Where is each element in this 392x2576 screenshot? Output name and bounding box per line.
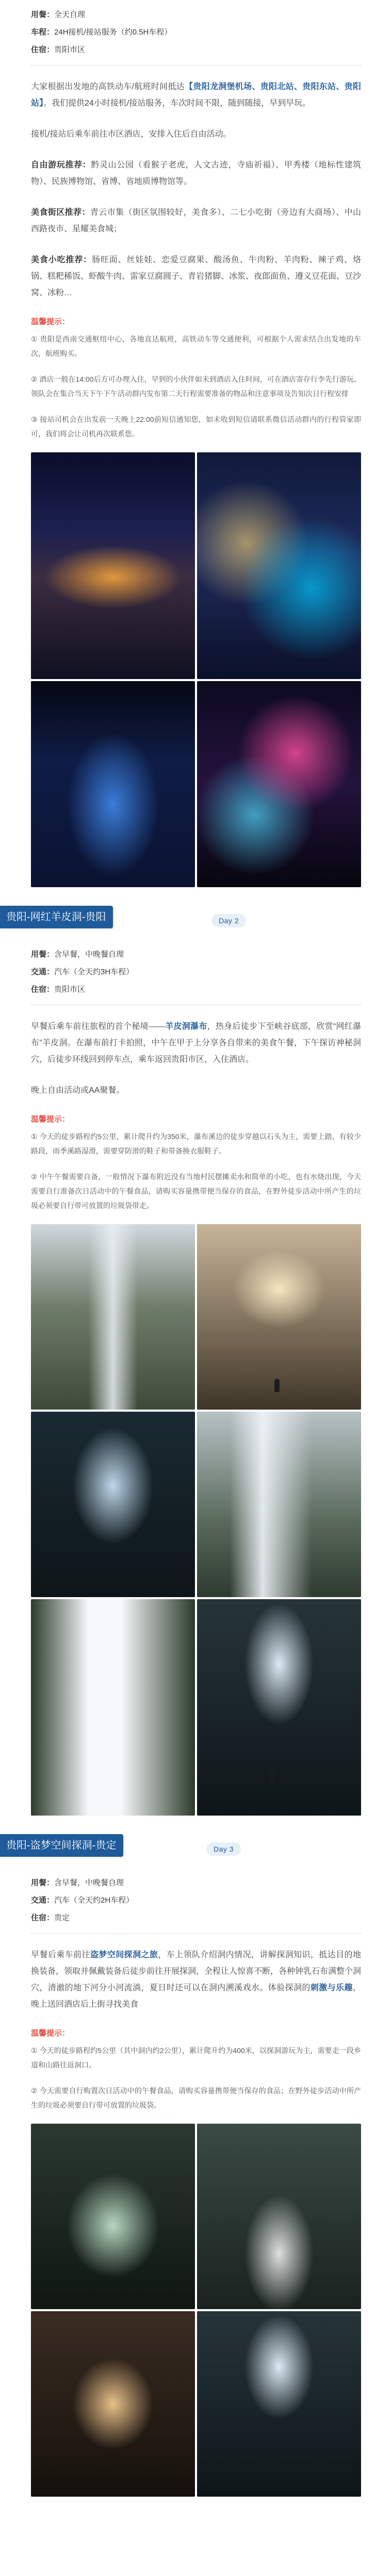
city-night-photo [197,452,361,679]
waterfall-photo [31,1412,195,1597]
intro-text: 。我们提供24小时接机/接站服务，车次时间不限，随到随接，早到早玩。 [43,99,311,108]
day2-title-bar: 贵阳-网红羊皮洞-贵阳 [0,906,113,928]
day1-food-recommend [31,252,361,301]
meta-key: 住宿： [31,985,55,994]
meta-key: 住宿： [31,1913,55,1922]
meta-key: 用餐： [31,10,55,19]
day3-meals-line [31,1874,351,1892]
intro-highlight: 【贵阳龙洞堡机场、贵阳北站、贵阳东站、贵阳站】 [31,82,361,108]
day2-tips-title: 温馨提示： [31,1115,70,1124]
waterfall-photo [197,1412,361,1597]
day2-header [0,903,392,936]
recommend-value: 青云市集（街区氛围较好，美食多）、二七小吃街（旁边有大商场）、中山西路夜市、星耀美食城； [31,208,361,233]
person-figure [269,1769,274,1783]
day1-transport-line [31,24,351,41]
day3-stay-line [31,1909,351,1927]
day3-title-bar: 贵阳-盗梦空间探洞-贵定 [0,1834,123,1857]
day1-intro [31,79,361,112]
meta-value: 贵阳市区 [54,985,86,994]
day3-meta [31,1874,351,1927]
intro-text: ，晚上送回酒店后上街寻找美食 [31,1984,361,2009]
waterfall-photo [31,1224,195,1410]
day3-intro [31,1947,361,2013]
day1-photo-grid [31,452,361,887]
meta-key: 车程： [31,28,55,37]
intro-highlight: 刺激与乐趣 [310,1984,353,1992]
day2-photo-grid [31,1224,361,1816]
meta-key: 住宿： [31,45,55,54]
day1-section [0,0,392,887]
meta-value: 含早餐，中晚餐自理 [54,1878,124,1887]
day2-badge: Day 2 [211,914,246,927]
waterfall-photo [197,1599,361,1816]
day2-tip: ① 今天的徒步路程约5公里，累计爬升约为350米，瀑布溪边的徒步穿越以石头为主，需要上踏，有较少路段，雨季溪路湿滑，需要穿防滑的鞋子和带备换衣服鞋子。 [31,1132,361,1155]
meta-key: 用餐： [31,1878,55,1887]
recommend-value: 黔灵山公园（看猴子老虎，人文古迹，寺庙祈福）、甲秀楼（地标性建筑物）、民族博物馆、省博、省地质博物馆等。 [31,161,361,186]
meta-value: 汽车（全天约2H车程） [54,1896,134,1905]
day3-transport-line [31,1892,351,1909]
meta-key: 交通： [31,968,55,976]
city-night-photo [31,681,195,887]
day3-header [0,1831,392,1864]
divider [31,1933,361,1934]
day1-stay-line [31,41,351,59]
waterfall-photo [31,1599,195,1816]
meta-value: 24H接机/接站服务（约0.5H车程） [54,28,172,37]
day3-tip: ① 今天的徒步路程约5公里（其中洞内约2公里），累计爬升约为400米，以探洞游玩为主，需要走一段乡道和山路往返洞口。 [31,2046,361,2069]
cave-photo [31,2124,195,2309]
intro-text: 早餐后乘车前往旅程的首个秘境—— [31,1022,165,1031]
day2-evening: 晚上自由活动或AA聚餐。 [31,1086,125,1095]
day1-tip: ② 酒店一般在14:00后方可办理入住，早到的小伙伴如未到酒店入住时间，可在酒店寄存行李先行游玩。领队会在集合当天下午下午活动群内发布第二天行程需要准备的物品和注意事项及告知次日行程安排 [31,375,361,398]
day1-tip: ① 贵阳是西南交通枢纽中心，各地直达航班，高铁动车等交通便利，可根据个人需求结合出发地的车次，航班购买。 [31,335,361,358]
day1-tips-title: 温馨提示： [31,317,70,326]
day1-tip: ③ 接站司机会在出发前一天晚上22:00前短信通知您，如未收到短信请联系微信活动群内的行程管家即可，我们将会让司机再次联系您。 [31,415,361,438]
recommend-key: 美食街区推荐： [31,208,90,217]
recommend-key: 自由游玩推荐： [31,161,91,170]
intro-highlight: 羊皮洞瀑布 [165,1022,207,1031]
person-figure [274,1379,280,1392]
city-night-photo [197,681,361,887]
intro-text: 大家根据出发地的高铁动车/航班时间抵达 [31,82,185,91]
city-night-photo [31,452,195,679]
meta-value: 贵阳市区 [54,45,86,54]
day3-tip: ② 今天需要自行购置次日活动中的午餐食品，请购买容量携带便当保存的食品；在野外徒步活动中所产生的垃圾必须要自行带可放置的垃圾袋。 [31,2087,361,2109]
day3-section [0,1831,392,2522]
day2-section [0,903,392,1816]
day2-meals-line [31,946,351,963]
day2-meta [31,946,351,998]
recommend-value: 肠旺面、丝娃娃、恋爱豆腐果、酸汤鱼、牛肉粉、羊肉粉、辣子鸡、烙锅、糕粑稀饭、虾酸牛肉、雷家豆腐圆子、青岩猪脚、冰浆、夜郎面鱼、遵义豆花面、豆沙窝、冰粉… [31,256,362,297]
cave-photo [31,2311,195,2497]
intro-text: ，热身后徒步下至峡谷底部，欣赏“网红瀑布”羊皮洞。在瀑布前打卡拍照，中午在甲于上分享各自带来的美食午餐，下午探访神秘洞穴，后徒步环线回到停车点，乘车返回贵阳市区，入住酒店。 [31,1022,361,1064]
day3-tips-title: 温馨提示： [31,2029,70,2038]
day2-stay-line [31,981,351,998]
day1-meta [31,6,351,59]
cave-photo [197,2124,361,2309]
meta-value: 汽车（全天约3H车程） [54,968,134,976]
waterfall-photo [197,1224,361,1410]
bottom-spacer [0,2502,392,2522]
cave-photo [197,2311,361,2497]
day1-food-area-recommend [31,205,361,238]
intro-text: ，车上领队介绍洞内情况，讲解探洞知识，抵达目的地换装备，领取并佩戴装备后徒步前往开展探洞，全程让人惊喜不断，各种钟乳石布满整个洞穴，清澈的地下河分小河流淌，夏日时还可以在洞内溯溪戏水。体验探洞的 [31,1951,362,1992]
meta-value: 含早餐，中晚餐自理 [54,950,124,959]
day1-transfer: 接机/接站后乘车前往市区酒店，安排入住后自由活动。 [31,130,232,139]
day2-tip: ② 中午午餐需要自备，一般情况下瀑布附近没有当地村民摆摊卖水和简单的小吃，也有水烧出现，今天需要自行准备次日活动中的午餐食品，请购买容量携带便当保存的食品，在野外徒步活动中所产生的垃圾必须要自行带可放置的垃圾袋带走。 [31,1173,361,1210]
day2-transport-line [31,963,351,981]
intro-text: 早餐后乘车前往 [31,1951,90,1959]
day2-intro [31,1019,361,1068]
day1-meals-line [31,6,351,24]
meta-key: 交通： [31,1896,55,1905]
intro-highlight: 盗梦空间探洞之旅 [90,1951,158,1959]
day3-badge: Day 3 [206,1842,241,1856]
day3-photo-grid [31,2124,361,2497]
meta-value: 全天自理 [54,10,86,19]
recommend-key: 美食小吃推荐： [31,256,92,264]
day1-free-recommend [31,157,361,190]
meta-value: 贵定 [54,1913,70,1922]
meta-key: 用餐： [31,950,55,959]
